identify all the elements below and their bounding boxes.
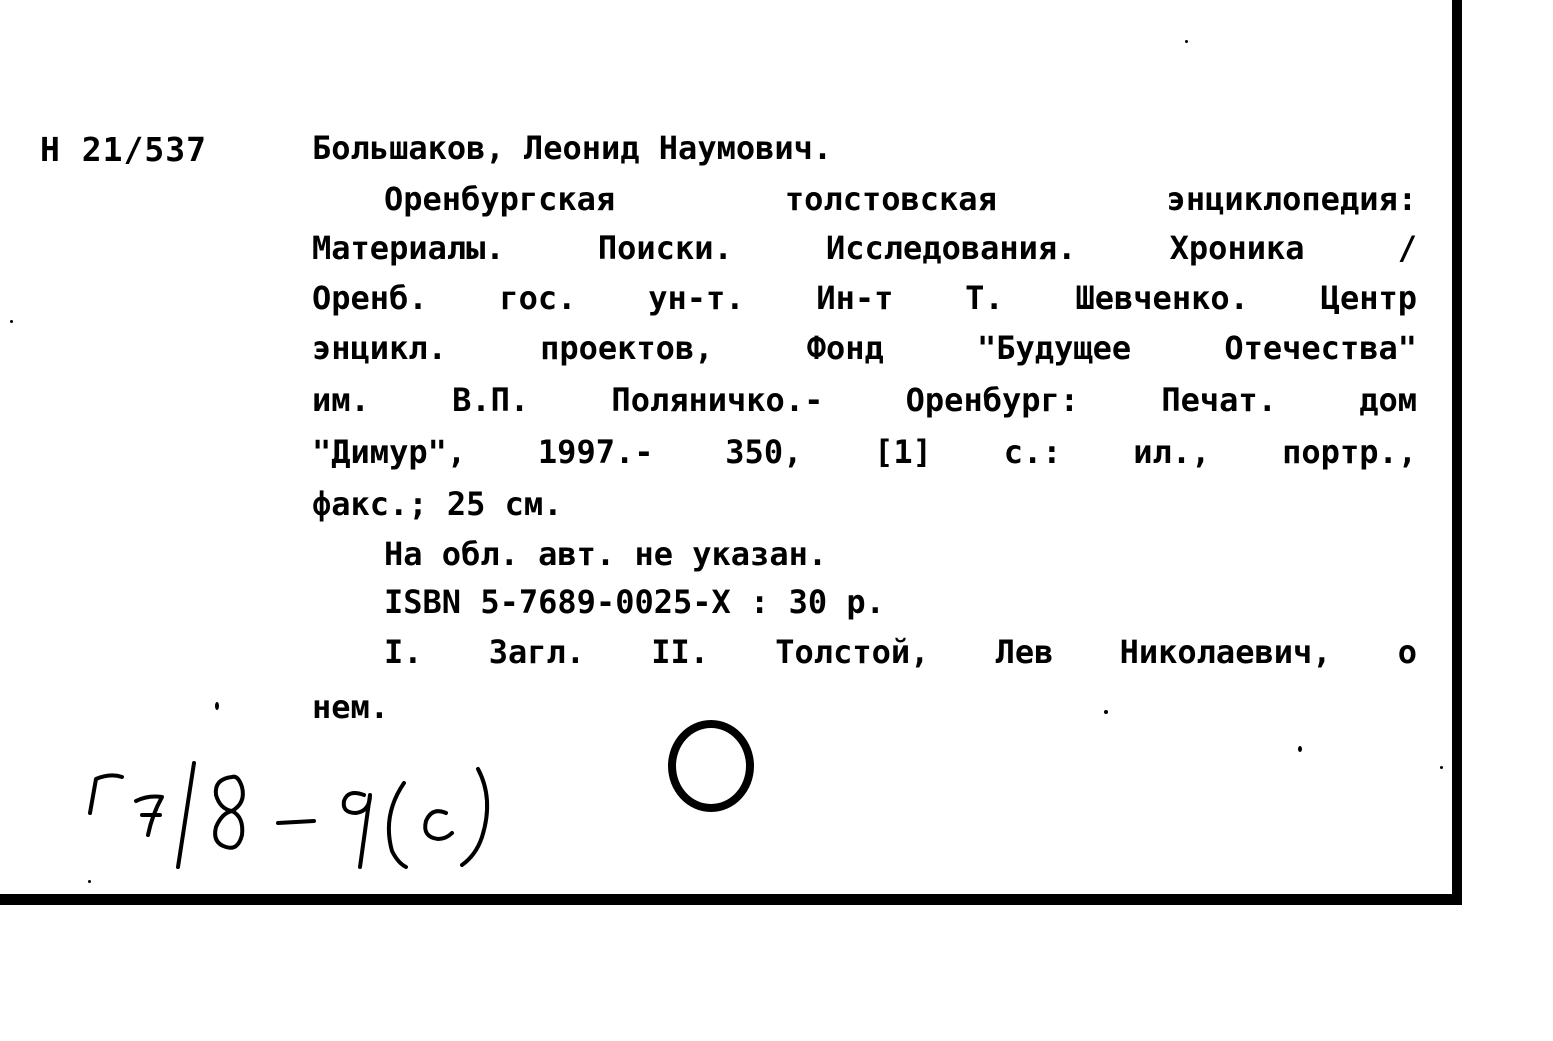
card-bottom-border bbox=[0, 894, 1462, 905]
responsibility-line-1: Оренб. гос. ун-т. Ин-т Т. Шевченко. Центр bbox=[312, 279, 1417, 317]
speck bbox=[88, 880, 91, 883]
handwritten-call-number bbox=[82, 755, 512, 875]
imprint-line-2: "Димур", 1997.- 350, [1] с.: ил., портр., bbox=[312, 433, 1417, 471]
speck bbox=[1298, 746, 1302, 752]
speck bbox=[215, 702, 219, 710]
title-line-2: Материалы. Поиски. Исследования. Хроника / bbox=[312, 229, 1417, 267]
speck bbox=[10, 320, 13, 323]
speck bbox=[1104, 710, 1108, 714]
shelfmark: Н 21/537 bbox=[40, 130, 207, 169]
imprint-line-1: им. В.П. Поляничко.- Оренбург: Печат. дом bbox=[312, 381, 1417, 419]
title-line-1: Оренбургская толстовская энциклопедия: bbox=[384, 180, 1417, 218]
isbn-line: ISBN 5-7689-0025-X : 30 р. bbox=[384, 583, 885, 621]
card-right-border bbox=[1452, 0, 1462, 905]
speck bbox=[1185, 40, 1188, 43]
note-line: На обл. авт. не указан. bbox=[384, 535, 828, 573]
author-heading: Большаков, Леонид Наумович. bbox=[312, 129, 833, 167]
responsibility-line-2: энцикл. проектов, Фонд "Будущее Отечества" bbox=[312, 329, 1417, 367]
tracings-line-1: I. Загл. II. Толстой, Лев Николаевич, о bbox=[384, 633, 1417, 671]
circle-stamp-icon bbox=[668, 720, 754, 812]
tracings-line-2: нем. bbox=[312, 688, 390, 726]
speck bbox=[1440, 766, 1443, 769]
physical-description: факс.; 25 см. bbox=[312, 485, 563, 523]
